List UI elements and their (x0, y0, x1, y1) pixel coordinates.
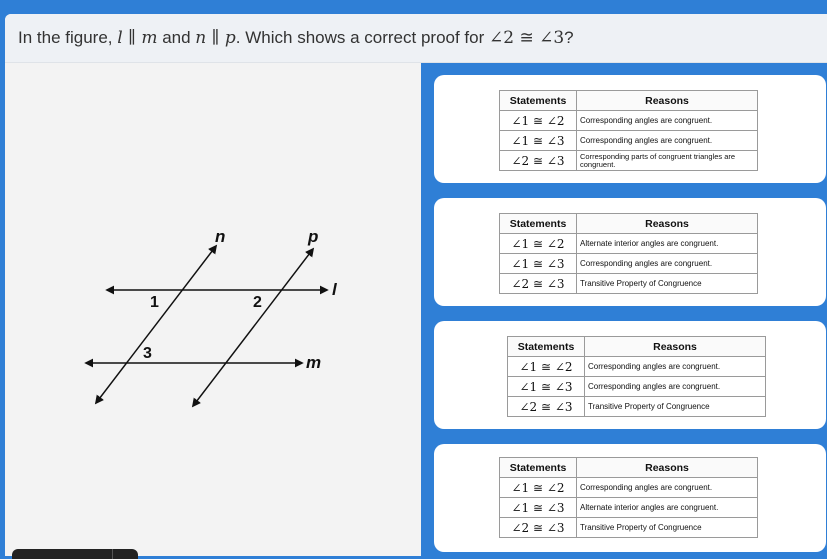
bottom-toolbar-tab[interactable] (12, 549, 138, 559)
table-row (500, 234, 758, 254)
table-row (500, 478, 758, 498)
table-row (500, 131, 758, 151)
answer-choice-b[interactable] (434, 198, 826, 306)
reason-cell: Corresponding angles are congruent. (577, 478, 758, 498)
label-p: p (308, 227, 319, 246)
proof-table (499, 213, 758, 294)
reason-cell: Corresponding angles are congruent. (577, 131, 758, 151)
question-frame (5, 14, 827, 556)
reason-cell: Alternate interior angles are congruent. (577, 498, 758, 518)
statement-cell: ∠2 ≅ ∠3 (500, 151, 577, 171)
table-row (500, 111, 758, 131)
reason-cell: Alternate interior angles are congruent. (577, 234, 758, 254)
math-p: p (224, 28, 236, 48)
parallel-lines-figure (5, 63, 421, 556)
proof-table (507, 336, 766, 417)
table-row (500, 518, 758, 538)
label-m: m (306, 353, 322, 372)
statements-header: Statements (508, 337, 585, 357)
reason-cell: Corresponding angles are congruent. (577, 111, 758, 131)
label-l: l (332, 280, 337, 299)
answer-choice-d[interactable] (434, 444, 826, 552)
statement-cell: ∠1 ≅ ∠3 (500, 498, 577, 518)
reason-cell: Corresponding angles are congruent. (585, 377, 766, 397)
statement-cell: ∠2 ≅ ∠3 (500, 274, 577, 294)
statements-header: Statements (500, 91, 577, 111)
reason-cell: Corresponding parts of congruent triangles are congruent. (577, 151, 758, 171)
angle-expression: ∠2 ≅ ∠3 (489, 28, 565, 48)
math-m: m (141, 28, 158, 48)
statement-cell: ∠2 ≅ ∠3 (508, 397, 585, 417)
figure-panel (5, 63, 421, 556)
line-p (193, 249, 313, 406)
statement-cell: ∠1 ≅ ∠3 (500, 131, 577, 151)
statement-cell: ∠1 ≅ ∠3 (500, 254, 577, 274)
proof-table (499, 457, 758, 538)
question-prefix: In the figure, (18, 28, 118, 47)
angle-label-3: 3 (143, 345, 152, 362)
answer-choice-c[interactable] (434, 321, 826, 429)
reasons-header: Reasons (577, 214, 758, 234)
statement-cell: ∠1 ≅ ∠2 (500, 234, 577, 254)
table-row (508, 397, 766, 417)
line-n (96, 246, 216, 403)
question-bar (5, 14, 827, 63)
answer-choice-a[interactable] (434, 75, 826, 183)
toolbar-divider (112, 549, 113, 559)
answer-choices (421, 63, 827, 556)
statement-cell: ∠2 ≅ ∠3 (500, 518, 577, 538)
question-suffix: ? (564, 28, 574, 47)
reason-cell: Transitive Property of Congruence (577, 274, 758, 294)
question-text (18, 28, 574, 48)
reason-cell: Corresponding angles are congruent. (577, 254, 758, 274)
statements-header: Statements (500, 458, 577, 478)
reason-cell: Corresponding angles are congruent. (585, 357, 766, 377)
reason-cell: Transitive Property of Congruence (585, 397, 766, 417)
question-and: and (157, 28, 196, 47)
statement-cell: ∠1 ≅ ∠3 (508, 377, 585, 397)
table-row (508, 357, 766, 377)
angle-label-2: 2 (253, 294, 262, 311)
reasons-header: Reasons (577, 91, 758, 111)
math-n: n (195, 28, 207, 48)
statements-header: Statements (500, 214, 577, 234)
label-n: n (215, 227, 226, 246)
table-row (500, 254, 758, 274)
parallel-symbol: ∥ (206, 28, 225, 48)
table-row (508, 377, 766, 397)
parallel-symbol: ∥ (122, 28, 142, 48)
statement-cell: ∠1 ≅ ∠2 (508, 357, 585, 377)
statement-cell: ∠1 ≅ ∠2 (500, 478, 577, 498)
question-middle: . Which shows a correct proof for (235, 28, 489, 47)
proof-table (499, 90, 758, 171)
table-row (500, 498, 758, 518)
table-row (500, 274, 758, 294)
reasons-header: Reasons (585, 337, 766, 357)
reason-cell: Transitive Property of Congruence (577, 518, 758, 538)
statement-cell: ∠1 ≅ ∠2 (500, 111, 577, 131)
table-row (500, 151, 758, 171)
angle-label-1: 1 (150, 294, 159, 311)
math-l: l (117, 28, 123, 48)
reasons-header: Reasons (577, 458, 758, 478)
